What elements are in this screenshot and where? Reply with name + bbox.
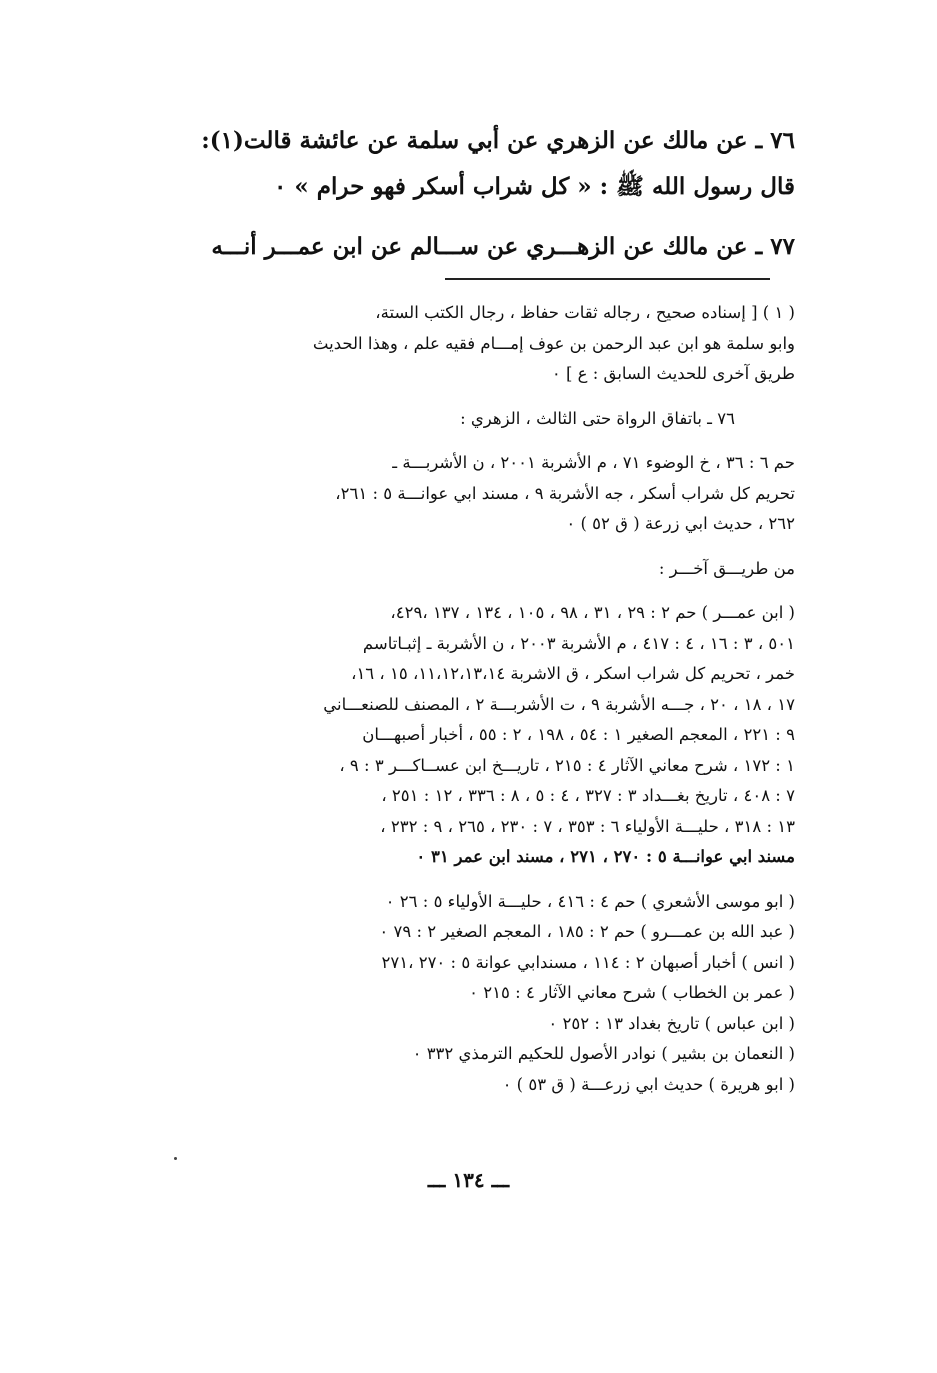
other-routes-line: ٩ : ٢٢١ ، المعجم الصغير ١ : ٥٤ ، ١٩٨ ، ٢ : ٥٥ ، أخبار أصبهـــان bbox=[362, 725, 795, 744]
other-routes-line: ٥٠١ ، ٣ : ١٦ ، ٤ : ٤١٧ ، م الأشربة ٢٠٠٣ ، ن الأشربة ـ إثبـاتاسم bbox=[362, 633, 795, 653]
takhrij-76-heading: ٧٦ً ـ باتفاق الرواة حتى الثالث ، الزهري : bbox=[460, 408, 735, 428]
companion-route: ( ابن عباس ) تاريخ بغداد ١٣ : ٢٥٢ ٠ bbox=[548, 1013, 795, 1033]
other-routes-line: خمر ، تحريم كل شراب اسكر ، ق الاشربة ١١،١٢،١٣،١٤، ١٥ ، ١٦، bbox=[351, 664, 795, 683]
hadith-76-line-2: قال رسول الله ﷺ : « كل شراب أسكر فهو حرام » ٠ bbox=[274, 173, 795, 200]
other-routes-heading: من طريـــق آخـــر : bbox=[658, 558, 795, 578]
footnotes bbox=[150, 298, 795, 1100]
companion-route: ( ابو موسى الأشعري ) حم ٤ : ٤١٦ ، حليـــة الأولياء ٥ : ٢٦ ٠ bbox=[385, 891, 795, 911]
companion-route: ( انس ) أخبار أصبهان ٢ : ١١٤ ، مسندابي عوانة ٥ : ٢٧٠ ،٢٧١ bbox=[381, 952, 795, 972]
hadith-77-line-1: ٧٧ً ـ عن مالك عن الزهـــري عن ســـالم عن ابن عمـــر أنـــه bbox=[211, 233, 795, 260]
other-routes-line: ( ابن عمـــر ) حم ٢ : ٢٩ ، ٣١ ، ٩٨ ، ١٠٥ ، ١٣٤ ، ١٣٧ ،٤٢٩، bbox=[390, 603, 795, 622]
scan-speck bbox=[174, 1157, 177, 1160]
other-routes-line: ٧ : ٤٠٨ ، تاريخ بغـــداد ٣ : ٣٢٧ ، ٤ : ٥ ، ٨ : ٣٣٦ ، ١٢ : ٢٥١ ، bbox=[381, 786, 795, 805]
hadith-76-line-1: ٧٦ً ـ عن مالك عن الزهري عن أبي سلمة عن عائشة قالت(١): bbox=[201, 127, 795, 154]
page-number: ـــ ١٣٤ ـــ bbox=[427, 1168, 510, 1192]
other-routes-line: ١٧ ، ١٨ ، ٢٠ ، جـــه الأشربة ٩ ، ت الأشربـــة ٢ ، المصنف للصنعـــاني bbox=[323, 694, 795, 714]
takhrij-76-line-2: تحريم كل شراب أسكر ، جه الأشربة ٩ ، مسند ابي عوانـــة ٥ : ٢٦١، bbox=[335, 483, 795, 503]
takhrij-76-line-3: ٢٦٢ ، حديث ابي زرعة ( ق ٥٢ ) ٠ bbox=[566, 514, 795, 533]
footnote-1-line-3: طريق آخرى للحديث السابق : ع ] ٠ bbox=[551, 364, 795, 383]
companion-route: ( عمر بن الخطاب ) شرح معاني الآثار ٤ : ٢١٥ ٠ bbox=[469, 983, 795, 1002]
companion-route: ( عبد الله بن عمـــرو ) حم ٢ : ١٨٥ ، المعجم الصغير ٢ : ٧٩ ٠ bbox=[379, 922, 795, 941]
takhrij-76-line-1: حم ٦ : ٣٦ ، خ الوضوء ٧١ ، م الأشربة ٢٠٠١ ، ن الأشربـــة ـ bbox=[392, 453, 795, 472]
other-routes-line: ١٣ : ٣١٨ ، حليـــة الأولياء ٦ : ٣٥٣ ، ٧ : ٢٣٠ ، ٢٦٥ ، ٩ : ٢٣٢ ، bbox=[380, 816, 795, 836]
footnote-separator bbox=[445, 278, 770, 280]
hadith-text bbox=[150, 118, 795, 270]
footnote-1-line-1: ( ١ ) [ إسناده صحيح ، رجاله ثقات حفاظ ، رجال الكتب الستة، bbox=[375, 303, 795, 322]
companion-route: ( النعمان بن بشير ) نوادر الأصول للحكيم الترمذي ٣٣٢ ٠ bbox=[412, 1044, 795, 1063]
companion-route: ( ابو هريرة ) حديث ابي زرعـــة ( ق ٥٣ ) ٠ bbox=[502, 1074, 795, 1094]
other-routes-line: ١ : ١٧٢ ، شرح معاني الآثار ٤ : ٢١٥ ، تاريـــخ ابن عســاكـــر ٣ : ٩ ، bbox=[339, 755, 795, 775]
other-routes-line: مسند ابي عوانـــة ٥ : ٢٧٠ ، ٢٧١ ، مسند ابن عمر ٣١ ٠ bbox=[416, 847, 795, 866]
footnote-1-line-2: وابو سلمة هو ابن عبد الرحمن بن عوف إمـــام فقيه علم ، وهذا الحديث bbox=[312, 333, 795, 353]
